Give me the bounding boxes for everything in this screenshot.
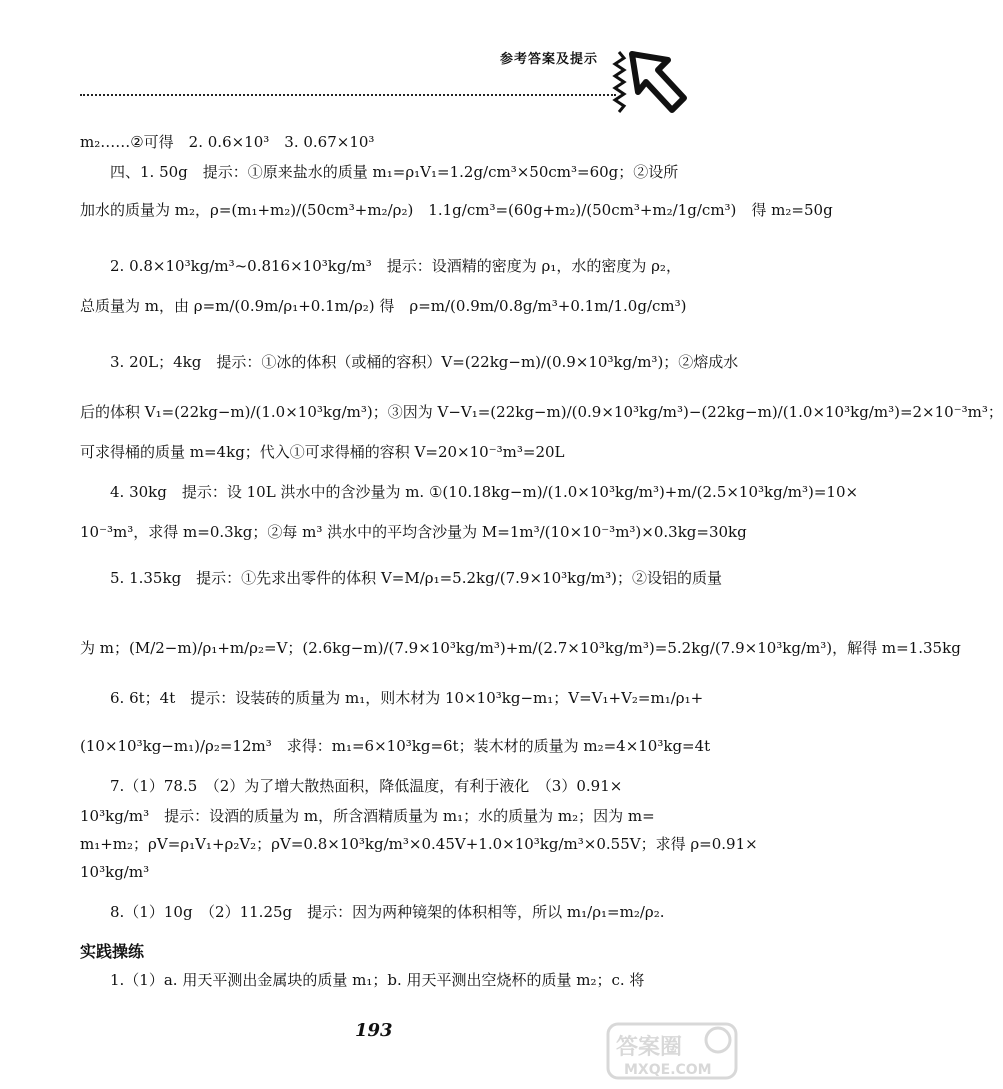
watermark-logo <box>606 1022 738 1080</box>
arrow-icon <box>628 50 688 120</box>
text-line: 6. 6t；4t 提示：设装砖的质量为 m₁，则木材为 10×10³kg−m₁；V=V₁+V₂=m₁/ρ₁+ <box>110 689 704 707</box>
text-line: 后的体积 V₁=(22kg−m)/(1.0×10³kg/m³)；③因为 V−V₁=(22kg−m)/(0.9×10³kg/m³)−(22kg−m)/(1.0×10³kg/m³)=2×10⁻³m³； <box>80 403 1003 421</box>
text-line: 10⁻³m³，求得 m=0.3kg；②每 m³ 洪水中的平均含沙量为 M=1m³/(10×10⁻³m³)×0.3kg=30kg <box>80 523 747 541</box>
text-line: 1.（1）a. 用天平测出金属块的质量 m₁；b. 用天平测出空烧杯的质量 m₂；c. 将 <box>110 971 645 989</box>
zigzag-decoration <box>612 52 626 112</box>
text-line: 7.（1）78.5 （2）为了增大散热面积，降低温度，有利于液化 （3）0.91× <box>110 777 623 795</box>
text-line: 2. 0.8×10³kg/m³~0.816×10³kg/m³ 提示：设酒精的密度为 ρ₁，水的密度为 ρ₂， <box>110 257 681 275</box>
header-title: 参考答案及提示 <box>500 52 599 67</box>
text-line: 四、1. 50g 提示：①原来盐水的质量 m₁=ρ₁V₁=1.2g/cm³×50cm³=60g；②设所 <box>110 163 679 181</box>
svg-text:答案圈: 答案圈 <box>616 1035 683 1060</box>
text-line: 4. 30kg 提示：设 10L 洪水中的含沙量为 m. ①(10.18kg−m)/(1.0×10³kg/m³)+m/(2.5×10³kg/m³)=10× <box>110 483 859 501</box>
section-heading: 实践操练 <box>80 942 145 961</box>
text-line: 加水的质量为 m₂，ρ=(m₁+m₂)/(50cm³+m₂/ρ₂) 1.1g/cm³=(60g+m₂)/(50cm³+m₂/1g/cm³) 得 m₂=50g <box>80 201 833 219</box>
text-line: 8.（1）10g （2）11.25g 提示：因为两种镜架的体积相等，所以 m₁/ρ₁=m₂/ρ₂. <box>110 903 665 921</box>
text-line: 为 m；(M/2−m)/ρ₁+m/ρ₂=V；(2.6kg−m)/(7.9×10³kg/m³)+m/(2.7×10³kg/m³)=5.2kg/(7.9×10³kg/m³)，解得 m=1.35kg <box>80 639 961 657</box>
text-line: m₁+m₂；ρV=ρ₁V₁+ρ₂V₂；ρV=0.8×10³kg/m³×0.45V+1.0×10³kg/m³×0.55V；求得 ρ=0.91× <box>80 835 758 853</box>
text-line: 10³kg/m³ 提示：设酒的质量为 m，所含酒精质量为 m₁；水的质量为 m₂；因为 m= <box>80 807 655 825</box>
text-line: 3. 20L；4kg 提示：①冰的体积（或桶的容积）V=(22kg−m)/(0.9×10³kg/m³)；②熔成水 <box>110 353 739 371</box>
page-number: 193 <box>355 1020 393 1041</box>
text-line: m₂……②可得 2. 0.6×10³ 3. 0.67×10³ <box>80 133 375 151</box>
text-line: (10×10³kg−m₁)/ρ₂=12m³ 求得：m₁=6×10³kg=6t；装木材的质量为 m₂=4×10³kg=4t <box>80 737 711 755</box>
svg-text:MXQE.COM: MXQE.COM <box>624 1062 712 1078</box>
header-rule <box>80 94 616 96</box>
text-line: 5. 1.35kg 提示：①先求出零件的体积 V=M/ρ₁=5.2kg/(7.9×10³kg/m³)；②设铝的质量 <box>110 569 722 587</box>
text-line: 可求得桶的质量 m=4kg；代入①可求得桶的容积 V=20×10⁻³m³=20L <box>80 443 565 461</box>
text-line: 总质量为 m，由 ρ=m/(0.9m/ρ₁+0.1m/ρ₂) 得 ρ=m/(0.9m/0.8g/m³+0.1m/1.0g/cm³) <box>80 297 687 315</box>
text-line: 10³kg/m³ <box>80 863 150 881</box>
